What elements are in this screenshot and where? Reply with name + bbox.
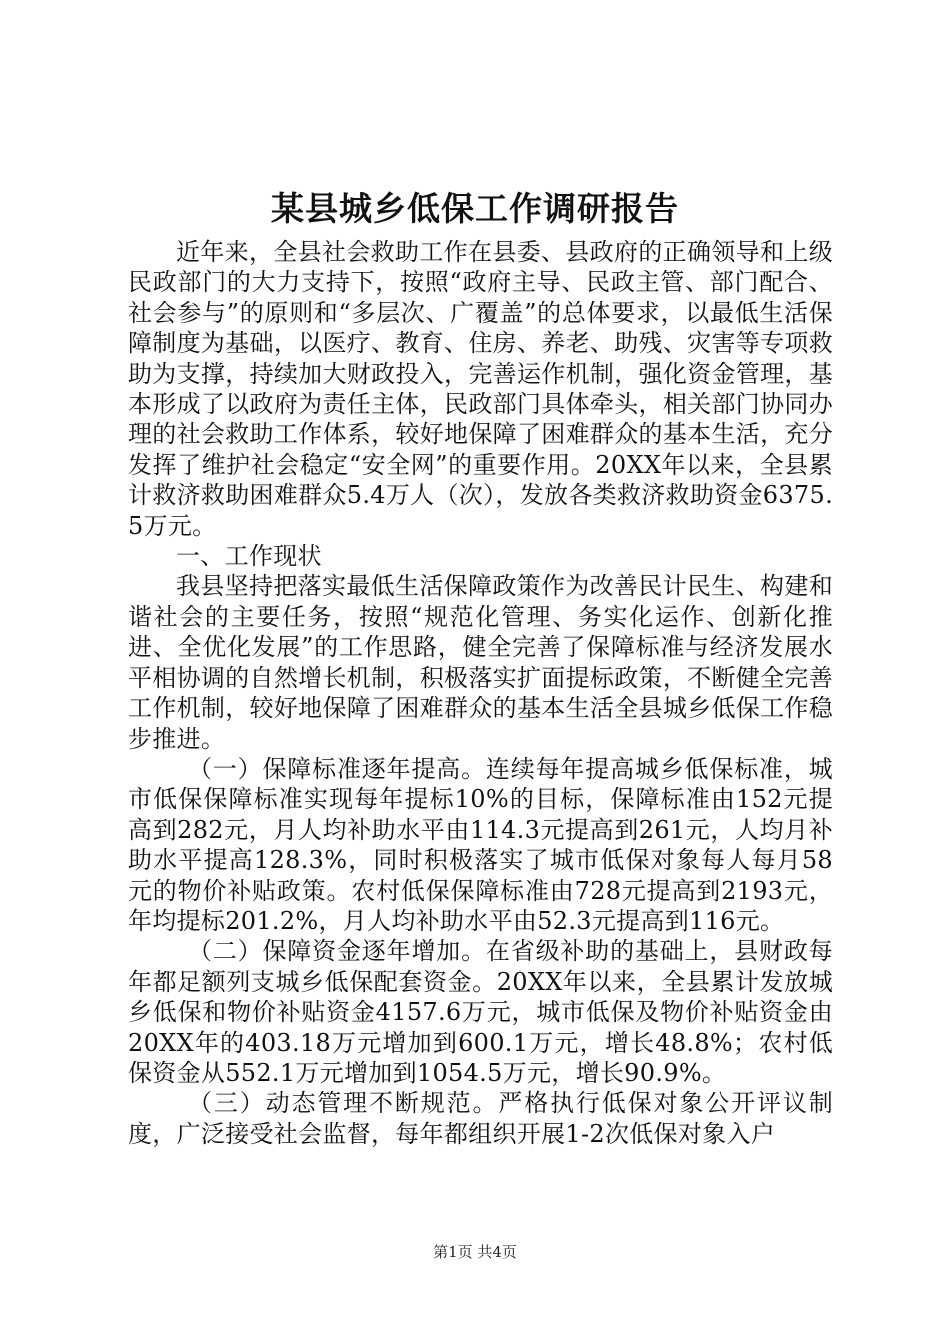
paragraph-standard-increase: （一）保障标准逐年提高。连续每年提高城乡低保标准，城市低保保障标准实现每年提标10%的目标，保障标准由152元提高到282元，月人均补助水平由114.3元提高到261元，人均月补助水平提高128.3%，同时积极落实了城市低保对象每人每月58元的物价补贴政策。农村低保保障标准由728元提高到2193元，年均提标201.2%，月人均补助水平由52.3元提高到116元。: [128, 754, 833, 935]
section-heading-work-status: 一、工作现状: [176, 542, 322, 571]
paragraph-funding-increase: （二）保障资金逐年增加。在省级补助的基础上，县财政每年都足额列支城乡低保配套资金。20XX年以来，全县累计发放城乡低保和物价补贴资金4157.6万元，城市低保及物价补贴资金由20XX年的403.18万元增加到600.1万元，增长48.8%；农村低保资金从552.1万元增加到1054.5万元，增长90.9%。: [128, 937, 833, 1087]
page-number-footer: 第1页 共4页: [433, 1243, 517, 1261]
paragraph-dynamic-management: （三）动态管理不断规范。严格执行低保对象公开评议制度，广泛接受社会监督，每年都组织开展1-2次低保对象入户: [128, 1089, 833, 1148]
paragraph-intro: 近年来，全县社会救助工作在县委、县政府的正确领导和上级民政部门的大力支持下，按照“政府主导、民政主管、部门配合、社会参与”的原则和“多层次、广覆盖”的总体要求，以最低生活保障制度为基础，以医疗、教育、住房、养老、助残、灾害等专项救助为支撑，持续加大财政投入，完善运作机制，强化资金管理，基本形成了以政府为责任主体，民政部门具体牵头，相关部门协同办理的社会救助工作体系，较好地保障了困难群众的基本生活，充分发挥了维护社会稳定“安全网”的重要作用。20XX年以来，全县累计救济救助困难群众5.4万人（次），发放各类救济救助资金6375.5万元。: [128, 238, 833, 540]
paragraph-work-status: 我县坚持把落实最低生活保障政策作为改善民计民生、构建和谐社会的主要任务，按照“规范化管理、务实化运作、创新化推进、全优化发展”的工作思路，健全完善了保障标准与经济发展水平相协调的自然增长机制，积极落实扩面提标政策，不断健全完善工作机制，较好地保障了困难群众的基本生活全县城乡低保工作稳步推进。: [128, 572, 833, 753]
document-body: [128, 237, 833, 1149]
document-title: 某县城乡低保工作调研报告: [271, 189, 679, 228]
